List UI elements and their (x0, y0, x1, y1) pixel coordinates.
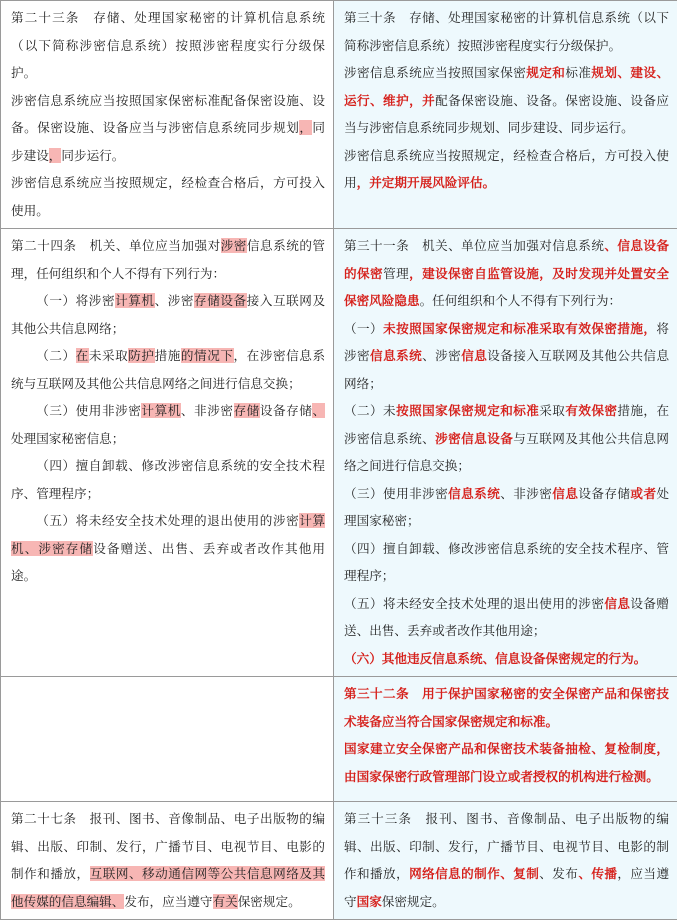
text-run: 、非涉密 (181, 403, 234, 418)
revised-text: 、信息设备的保密 (344, 238, 669, 281)
article-paragraph (344, 535, 669, 590)
highlighted-text: 有关 (213, 894, 238, 909)
highlighted-text: 存储 (234, 403, 260, 418)
text-run: 涉密信息系统应当按照国家保密标准配备保密设施、设备。保密设施、设备应当与涉密信息系统同步规划 (11, 93, 325, 136)
highlighted-text: 涉密 (221, 238, 247, 253)
text-run: （五）将未经安全技术处理的退出使用的涉密 (36, 513, 299, 528)
text-run: 、非涉密 (500, 486, 552, 501)
article-paragraph (11, 507, 325, 590)
article-paragraph (11, 452, 325, 507)
new-article-cell (334, 229, 677, 677)
text-run: 第二十七条 报刊、图书、音像制品、电子出版物的编辑、出版、印制、发行，广播节目、电视节目、电影的制作和播放， (11, 811, 325, 881)
article-paragraph (11, 805, 325, 915)
text-run: （三）使用非涉密 (36, 403, 141, 418)
text-run: 。任何组织和个人不得有下列行为： (420, 293, 622, 308)
article-paragraph (11, 87, 325, 170)
highlighted-text: 、 (312, 403, 325, 418)
article-paragraph (11, 342, 325, 397)
table-row (1, 1, 677, 229)
text-run: ，应当遵守 (344, 866, 669, 909)
text-run: （一） (344, 321, 383, 336)
revised-text: ，建设保密自监管设施，及时发现并处置安全保密风险隐患 (344, 266, 669, 309)
revised-text: 国家建立安全保密产品和保密技术装备抽检、复检制度，由国家保密行政管理部门设立或者授权的机构进行检测。 (344, 741, 669, 784)
text-run: 涉密信息系统应当按照国家保密 (344, 65, 526, 80)
highlighted-text: ， (299, 120, 312, 135)
new-article-cell (334, 1, 677, 229)
article-paragraph (11, 397, 325, 452)
text-run: （四）擅自卸载、修改涉密信息系统的安全技术程序、管理程序； (344, 541, 669, 584)
article-paragraph (344, 142, 669, 197)
highlighted-text: 防护 (128, 348, 154, 363)
text-run: 未采取 (89, 348, 128, 363)
article-paragraph (11, 4, 325, 87)
text-run: 第三十一条 机关、单位应当加强对信息系统 (344, 238, 604, 253)
revised-text: 信息系统 (448, 486, 500, 501)
text-run: 设备接入互联网及其他公共信息网络； (344, 348, 669, 391)
table-row (1, 677, 677, 802)
article-paragraph (344, 645, 669, 673)
text-run: 、发布 (539, 866, 578, 881)
text-run: 同步建设 (11, 120, 325, 163)
text-run: 第二十四条 机关、单位应当加强对 (11, 238, 221, 253)
highlighted-text: 在 (76, 348, 89, 363)
table-row (1, 802, 677, 920)
old-article-cell (1, 677, 334, 802)
text-run: 将涉密 (344, 321, 669, 364)
text-run: （二） (36, 348, 75, 363)
text-run: 处理国家秘密； (344, 486, 669, 529)
text-run: （一）将涉密 (36, 293, 115, 308)
text-run: 同步运行。 (61, 148, 124, 163)
revised-text: 规定和 (526, 65, 565, 80)
text-run: 与互联网及其他公共信息网络之间进行信息交换； (344, 431, 669, 474)
text-run: 涉密信息系统应当按照规定，经检查合格后，方可投入使用 (344, 148, 669, 191)
old-article-cell (1, 802, 334, 920)
article-paragraph (344, 4, 669, 59)
revised-text: 第三十二条 用于保护国家秘密的安全保密产品和保密技术装备应当符合国家保密规定和标准。 (344, 686, 669, 729)
revised-text: （六）其他违反信息系统、信息设备保密规定的行为。 (344, 651, 646, 666)
text-run: 采取 (539, 403, 565, 418)
highlighted-text: ， (49, 148, 62, 163)
revised-text: 信息 (461, 348, 487, 363)
highlighted-text: 计算机 (115, 293, 154, 308)
text-run: 处理国家秘密信息； (11, 431, 124, 446)
text-run: 措施 (155, 348, 181, 363)
text-run: 第三十三条 报刊、图书、音像制品、电子出版物的编辑、出版、印制、发行，广播节目、电视节目、电影的制作和播放， (344, 811, 669, 881)
text-run: （五）将未经安全技术处理的退出使用的涉密 (344, 596, 604, 611)
revised-text: 信息 (552, 486, 578, 501)
text-run: 设备赠送、出售、丢弃或者改作其他用途。 (11, 541, 325, 584)
text-run: 信息系统的管理，任何组织和个人不得有下列行为： (11, 238, 325, 281)
article-paragraph (344, 805, 669, 915)
text-run: 设备赠送、出售、丢弃或者改作其他用途； (344, 596, 669, 639)
highlighted-text: 的情况下 (181, 348, 234, 363)
article-paragraph (344, 480, 669, 535)
revised-text: 未按照国家保密规定和标准采取有效保密措施， (383, 321, 656, 336)
highlighted-text: 计算机、涉密存储 (11, 513, 325, 556)
text-run: 标准 (565, 65, 591, 80)
article-paragraph (344, 397, 669, 480)
table-row (1, 229, 677, 677)
text-run: 配备保密设施、设备。保密设施、设备应当与涉密信息系统同步规划、同步建设、同步运行。 (344, 93, 669, 136)
revised-text: 信息系统 (370, 348, 422, 363)
new-article-cell (334, 802, 677, 920)
highlighted-text: 存储设备 (194, 293, 247, 308)
text-run: 第三十条 存储、处理国家秘密的计算机信息系统（以下简称涉密信息系统）按照涉密程度实行分级保护。 (344, 10, 669, 53)
highlighted-text: 互联网、移动通信网等公共信息网络及其他传媒的信息编辑、 (11, 866, 325, 909)
revised-text: 规划、建设、运行、维护，并 (344, 65, 669, 108)
article-paragraph (344, 232, 669, 315)
article-paragraph (11, 232, 325, 287)
revised-text: 信息 (604, 596, 630, 611)
text-run: （四）擅自卸载、修改涉密信息系统的安全技术程序、管理程序； (11, 458, 325, 501)
text-run: 管理 (383, 266, 409, 281)
revised-text: 涉密信息设备 (435, 431, 513, 446)
revised-text: 、传播 (578, 866, 617, 881)
text-run: 涉密信息系统应当按照规定，经检查合格后，方可投入使用。 (11, 175, 325, 218)
revised-text: 国家 (357, 894, 382, 909)
article-paragraph (344, 680, 669, 735)
text-run: 、涉密 (422, 348, 461, 363)
text-run: 接入互联网及其他公共信息网络； (11, 293, 325, 336)
text-run: ，在涉密信息系统与互联网及其他公共信息网络之间进行信息交换； (11, 348, 325, 391)
text-run: 设备存储 (260, 403, 313, 418)
text-run: （二）未 (344, 403, 396, 418)
revised-text: 按照国家保密规定和标准 (396, 403, 539, 418)
article-paragraph (344, 315, 669, 398)
text-run: （三）使用非涉密 (344, 486, 448, 501)
text-run: 、涉密 (155, 293, 194, 308)
revised-text: 有效保密 (565, 403, 617, 418)
article-paragraph (344, 59, 669, 142)
revised-text: 网络信息的制作、复制 (409, 866, 539, 881)
revised-text: ，并定期开展风险评估。 (357, 175, 496, 190)
article-paragraph (344, 735, 669, 790)
old-article-cell (1, 229, 334, 677)
text-run: 第二十三条 存储、处理国家秘密的计算机信息系统（以下简称涉密信息系统）按照涉密程度实行分级保护。 (11, 10, 325, 80)
article-paragraph (11, 169, 325, 224)
text-run: 设备存储 (578, 486, 630, 501)
new-article-cell (334, 677, 677, 802)
highlighted-text: 计算机 (141, 403, 180, 418)
text-run: 保密规定。 (382, 894, 445, 909)
old-article-cell (1, 1, 334, 229)
article-paragraph (344, 590, 669, 645)
text-run: 保密规定。 (238, 894, 301, 909)
text-run: 措施，在涉密信息系统、 (344, 403, 669, 446)
revised-text: 或者 (630, 486, 656, 501)
article-paragraph (11, 287, 325, 342)
text-run: 发布，应当遵守 (124, 894, 212, 909)
